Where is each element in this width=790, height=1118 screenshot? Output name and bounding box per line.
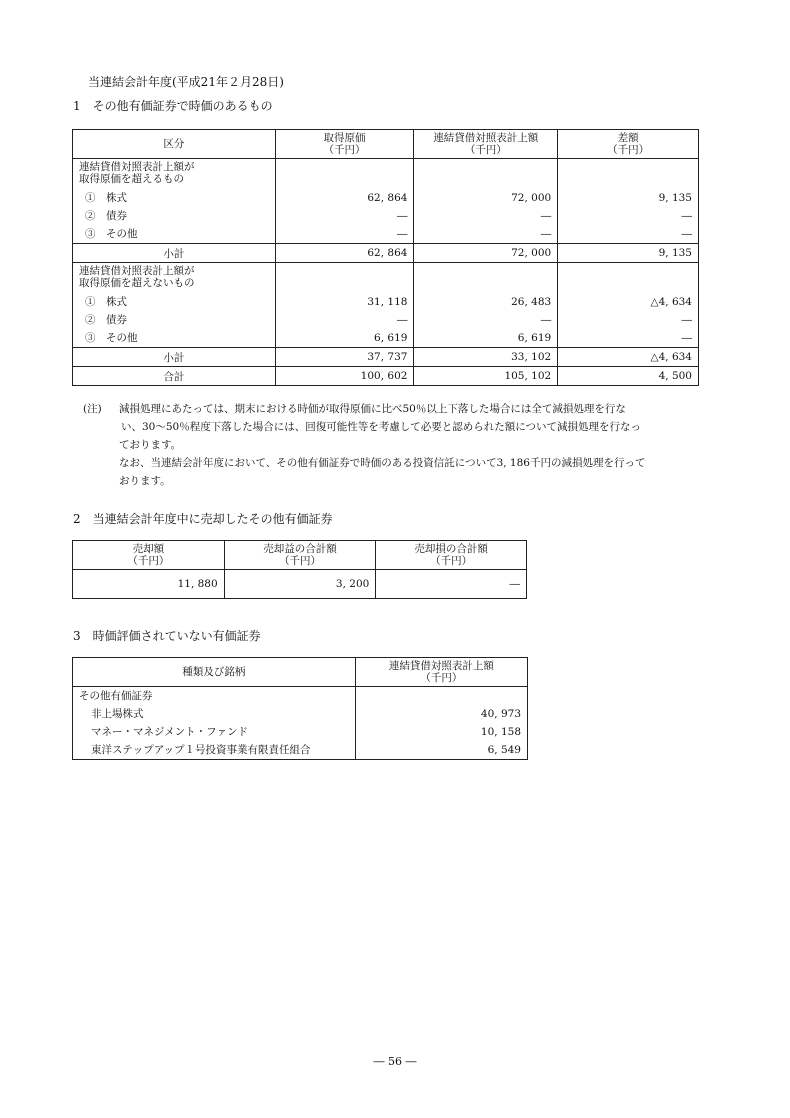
subtotal-label: 小計 <box>73 348 276 367</box>
section2-table <box>72 540 527 599</box>
section3-table <box>72 657 528 760</box>
item-value: 10, 158 <box>480 726 521 738</box>
group-b-label: 連結貸借対照表計上額が <box>79 265 195 277</box>
group-b-row <box>73 263 699 348</box>
col-header-loss: 売却損の合計額 （千円） <box>376 541 527 570</box>
item-name: ③ その他 <box>85 332 138 344</box>
col-header-bs-amount: 連結貸借対照表計上額 （千円） <box>355 658 527 687</box>
group-a-row <box>73 159 699 244</box>
diff-cell: 9, 135 ― ― <box>558 159 699 244</box>
item-value: 40, 973 <box>480 708 521 720</box>
section3-title: 3 時価評価されていない有価証券 <box>73 629 261 643</box>
group-b-label: 取得原価を超えないもの <box>79 277 195 289</box>
col-header-bs-amount: 連結貸借対照表計上額 （千円） <box>414 130 558 159</box>
gain-value: 3, 200 <box>224 570 376 599</box>
item-name: ① 株式 <box>85 192 127 204</box>
page-number: ― 56 ― <box>373 1055 417 1068</box>
table-row <box>73 570 527 599</box>
item-name: ② 債券 <box>85 314 127 326</box>
total-label: 合計 <box>73 367 276 386</box>
group-a-label-cell <box>73 159 276 244</box>
total-cost: 100, 602 <box>275 367 414 386</box>
subtotal-diff: 9, 135 <box>558 244 699 263</box>
note-label: (注) <box>83 403 102 415</box>
fiscal-year-heading: 当連結会計年度(平成21年２月28日) <box>88 75 284 89</box>
diff-cell: △4, 634 ― ― <box>558 263 699 348</box>
col-header-difference: 差額 （千円） <box>558 130 699 159</box>
subtotal-diff: △4, 634 <box>558 348 699 367</box>
total-diff: 4, 500 <box>558 367 699 386</box>
table-header-row <box>73 130 699 159</box>
subtotal-row <box>73 244 699 263</box>
loss-value: ― <box>376 570 527 599</box>
cost-cell: 62, 864 ― ― <box>275 159 414 244</box>
item-name: ① 株式 <box>85 296 127 308</box>
item-value: 6, 549 <box>487 744 521 756</box>
col-header-category: 区分 <box>73 130 276 159</box>
section1-table <box>72 129 699 386</box>
item-name: ③ その他 <box>85 228 138 240</box>
section2-title: 2 当連結会計年度中に売却したその他有価証券 <box>73 512 333 526</box>
group-a-label: 連結貸借対照表計上額が <box>79 161 195 173</box>
table-header-row <box>73 541 527 570</box>
group-b-label-cell <box>73 263 276 348</box>
subtotal-bs: 33, 102 <box>414 348 558 367</box>
cost-cell: 31, 118 ― 6, 619 <box>275 263 414 348</box>
bs-cell: 26, 483 ― 6, 619 <box>414 263 558 348</box>
bs-cell: 72, 000 ― ― <box>414 159 558 244</box>
category-label: その他有価証券 <box>79 690 153 702</box>
subtotal-label: 小計 <box>73 244 276 263</box>
subtotal-cost: 62, 864 <box>275 244 414 263</box>
item-name: 非上場株式 <box>91 708 144 720</box>
table-row <box>73 687 528 760</box>
subtotal-cost: 37, 737 <box>275 348 414 367</box>
note-text: 減損処理にあたっては、期末における時価が取得原価に比べ50％以上下落した場合には全て減損処理を行な い、30～50％程度下落した場合には、回復可能性等を考慮して必要と認められた額について減損処理を行なっ ております。 なお、当連結会計年度において、その他有価証券で時価のある投資信託について3, 186千円の減損処理を行って おります。 <box>119 403 646 487</box>
item-name: マネー・マネジメント・ファンド <box>91 726 248 738</box>
col-header-cost: 取得原価 （千円） <box>275 130 414 159</box>
group-a-label: 取得原価を超えるもの <box>79 173 184 185</box>
col-header-gain: 売却益の合計額 （千円） <box>224 541 376 570</box>
value-cell <box>355 687 527 760</box>
table-header-row <box>73 658 528 687</box>
name-cell <box>73 687 356 760</box>
item-name: 東洋ステップアップ１号投資事業有限責任組合 <box>91 744 311 756</box>
total-row <box>73 367 699 386</box>
subtotal-bs: 72, 000 <box>414 244 558 263</box>
col-header-type: 種類及び銘柄 <box>73 658 356 687</box>
total-bs: 105, 102 <box>414 367 558 386</box>
section1-title: 1 その他有価証券で時価のあるもの <box>73 99 273 113</box>
subtotal-row <box>73 348 699 367</box>
col-header-sales: 売却額 （千円） <box>73 541 225 570</box>
item-name: ② 債券 <box>85 210 127 222</box>
sales-value: 11, 880 <box>73 570 225 599</box>
